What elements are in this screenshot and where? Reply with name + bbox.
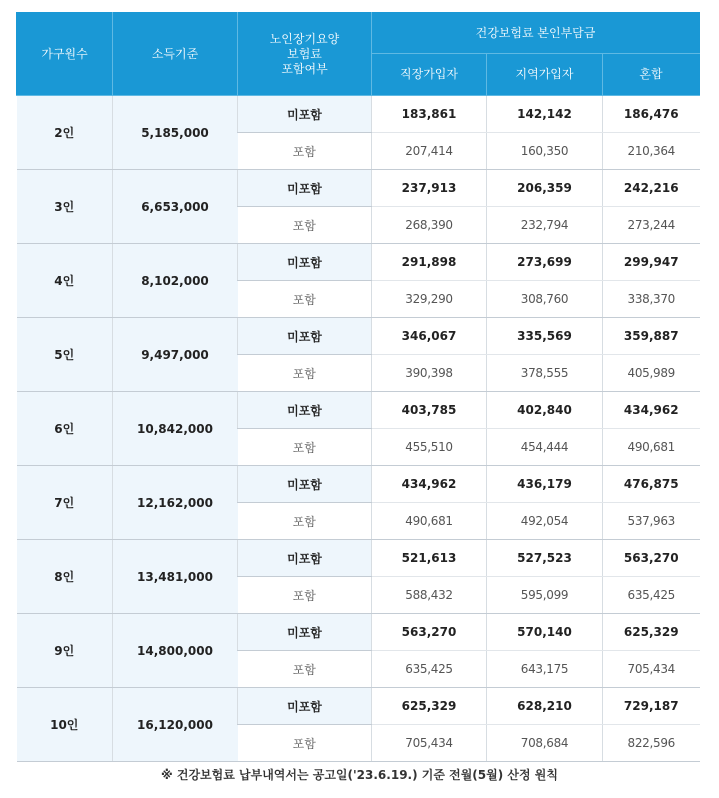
employee-excluded-value: 521,613 [372, 540, 487, 577]
employee-excluded-value: 434,962 [372, 466, 487, 503]
footnote: ※ 건강보험료 납부내역서는 공고일('23.6.19.) 기준 전월(5월) 산정 원칙 [161, 768, 558, 782]
ltc-included-label: 포함 [238, 577, 372, 614]
mixed-excluded-value: 359,887 [603, 318, 700, 355]
regional-excluded-value: 402,840 [487, 392, 603, 429]
regional-included-value: 378,555 [487, 355, 603, 392]
ltc-included-label: 포함 [238, 503, 372, 540]
header-ltc-line1: 노인장기요양 [269, 31, 340, 46]
premium-table-container [16, 12, 699, 762]
regional-excluded-value: 206,359 [487, 170, 603, 207]
ltc-included-label: 포함 [238, 281, 372, 318]
mixed-excluded-value: 476,875 [603, 466, 700, 503]
household-cell: 8인 [17, 540, 113, 614]
income-cell: 6,653,000 [113, 170, 238, 244]
table-body [17, 96, 700, 762]
premium-table [16, 12, 700, 762]
mixed-included-value: 822,596 [603, 725, 700, 762]
employee-included-value: 705,434 [372, 725, 487, 762]
regional-excluded-value: 335,569 [487, 318, 603, 355]
employee-included-value: 490,681 [372, 503, 487, 540]
header-premium-group: 건강보험료 본인부담금 [372, 13, 700, 54]
table-row-excluded [17, 96, 700, 133]
ltc-excluded-label: 미포함 [238, 614, 372, 651]
ltc-included-label: 포함 [238, 355, 372, 392]
mixed-included-value: 705,434 [603, 651, 700, 688]
household-cell: 2인 [17, 96, 113, 170]
mixed-excluded-value: 186,476 [603, 96, 700, 133]
household-cell: 9인 [17, 614, 113, 688]
header-ltc-line2: 보험료 [287, 46, 322, 61]
regional-included-value: 308,760 [487, 281, 603, 318]
table-row-excluded [17, 318, 700, 355]
ltc-excluded-label: 미포함 [238, 244, 372, 281]
household-cell: 3인 [17, 170, 113, 244]
employee-excluded-value: 563,270 [372, 614, 487, 651]
employee-included-value: 268,390 [372, 207, 487, 244]
mixed-excluded-value: 299,947 [603, 244, 700, 281]
employee-excluded-value: 183,861 [372, 96, 487, 133]
employee-excluded-value: 625,329 [372, 688, 487, 725]
header-ltc-line3: 포함여부 [281, 61, 328, 76]
household-cell: 4인 [17, 244, 113, 318]
employee-excluded-value: 403,785 [372, 392, 487, 429]
regional-excluded-value: 142,142 [487, 96, 603, 133]
employee-included-value: 635,425 [372, 651, 487, 688]
ltc-excluded-label: 미포함 [238, 96, 372, 133]
household-cell: 7인 [17, 466, 113, 540]
household-cell: 6인 [17, 392, 113, 466]
regional-excluded-value: 436,179 [487, 466, 603, 503]
income-cell: 16,120,000 [113, 688, 238, 762]
employee-included-value: 329,290 [372, 281, 487, 318]
income-cell: 9,497,000 [113, 318, 238, 392]
employee-excluded-value: 237,913 [372, 170, 487, 207]
regional-excluded-value: 527,523 [487, 540, 603, 577]
header-household: 가구원수 [17, 13, 113, 96]
table-row-excluded [17, 466, 700, 503]
ltc-excluded-label: 미포함 [238, 392, 372, 429]
table-row-excluded [17, 392, 700, 429]
income-cell: 10,842,000 [113, 392, 238, 466]
table-row-excluded [17, 688, 700, 725]
income-cell: 14,800,000 [113, 614, 238, 688]
ltc-excluded-label: 미포함 [238, 688, 372, 725]
ltc-included-label: 포함 [238, 725, 372, 762]
regional-included-value: 232,794 [487, 207, 603, 244]
header-ltc-inclusion [238, 13, 372, 96]
mixed-excluded-value: 563,270 [603, 540, 700, 577]
table-row-excluded [17, 614, 700, 651]
table-header [17, 13, 700, 96]
mixed-included-value: 273,244 [603, 207, 700, 244]
mixed-included-value: 635,425 [603, 577, 700, 614]
regional-included-value: 492,054 [487, 503, 603, 540]
ltc-excluded-label: 미포함 [238, 540, 372, 577]
regional-included-value: 454,444 [487, 429, 603, 466]
ltc-excluded-label: 미포함 [238, 466, 372, 503]
income-cell: 12,162,000 [113, 466, 238, 540]
ltc-included-label: 포함 [238, 133, 372, 170]
ltc-excluded-label: 미포함 [238, 170, 372, 207]
mixed-excluded-value: 625,329 [603, 614, 700, 651]
regional-included-value: 595,099 [487, 577, 603, 614]
employee-included-value: 207,414 [372, 133, 487, 170]
employee-included-value: 455,510 [372, 429, 487, 466]
income-cell: 13,481,000 [113, 540, 238, 614]
regional-included-value: 160,350 [487, 133, 603, 170]
table-row-excluded [17, 244, 700, 281]
household-cell: 10인 [17, 688, 113, 762]
regional-excluded-value: 273,699 [487, 244, 603, 281]
regional-excluded-value: 570,140 [487, 614, 603, 651]
mixed-included-value: 210,364 [603, 133, 700, 170]
income-cell: 8,102,000 [113, 244, 238, 318]
header-mixed: 혼합 [603, 54, 700, 96]
mixed-included-value: 338,370 [603, 281, 700, 318]
mixed-included-value: 490,681 [603, 429, 700, 466]
employee-excluded-value: 291,898 [372, 244, 487, 281]
mixed-excluded-value: 242,216 [603, 170, 700, 207]
mixed-included-value: 537,963 [603, 503, 700, 540]
regional-excluded-value: 628,210 [487, 688, 603, 725]
table-row-excluded [17, 540, 700, 577]
employee-included-value: 588,432 [372, 577, 487, 614]
header-employee: 직장가입자 [372, 54, 487, 96]
header-income: 소득기준 [113, 13, 238, 96]
table-row-excluded [17, 170, 700, 207]
regional-included-value: 643,175 [487, 651, 603, 688]
regional-included-value: 708,684 [487, 725, 603, 762]
ltc-excluded-label: 미포함 [238, 318, 372, 355]
ltc-included-label: 포함 [238, 207, 372, 244]
mixed-included-value: 405,989 [603, 355, 700, 392]
employee-excluded-value: 346,067 [372, 318, 487, 355]
header-regional: 지역가입자 [487, 54, 603, 96]
ltc-included-label: 포함 [238, 651, 372, 688]
employee-included-value: 390,398 [372, 355, 487, 392]
household-cell: 5인 [17, 318, 113, 392]
ltc-included-label: 포함 [238, 429, 372, 466]
income-cell: 5,185,000 [113, 96, 238, 170]
mixed-excluded-value: 434,962 [603, 392, 700, 429]
mixed-excluded-value: 729,187 [603, 688, 700, 725]
